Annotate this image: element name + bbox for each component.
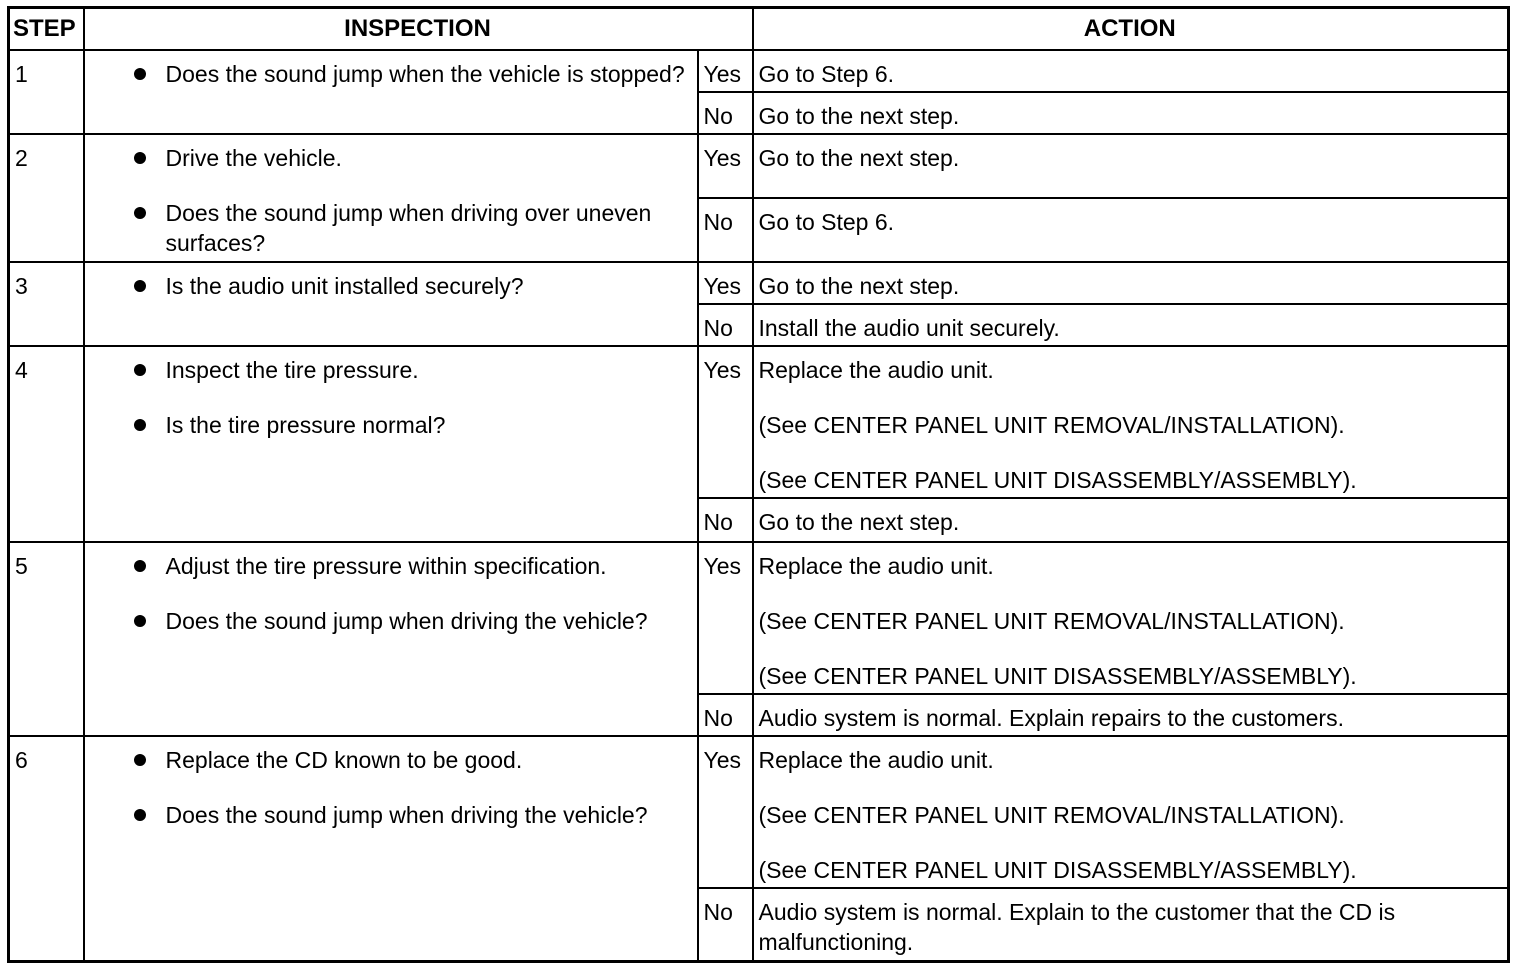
inspection-text: Does the sound jump when driving the vehicle? (165, 607, 648, 634)
inspection-cell (84, 134, 698, 262)
step-row-yes (9, 346, 1509, 498)
inspection-item (134, 410, 691, 440)
action-text: Go to Step 6. (758, 60, 895, 87)
inspection-item (134, 271, 691, 301)
no-label: No (698, 694, 753, 736)
yes-label: Yes (698, 346, 753, 498)
bullet-icon (134, 207, 146, 219)
inspection-item (134, 198, 691, 258)
inspection-cell (84, 262, 698, 346)
action-text: (See CENTER PANEL UNIT REMOVAL/INSTALLATION). (758, 801, 1345, 828)
no-action (753, 694, 1509, 736)
yes-action (753, 736, 1509, 888)
action-text: Audio system is normal. Explain repairs to the customers. (758, 704, 1344, 731)
no-action (753, 198, 1509, 262)
yes-action (753, 346, 1509, 498)
no-label: No (698, 198, 753, 262)
step-row-yes (9, 262, 1509, 304)
action-text: (See CENTER PANEL UNIT DISASSEMBLY/ASSEMBLY). (758, 662, 1357, 689)
bullet-icon (134, 280, 146, 292)
action-text: Go to the next step. (758, 144, 960, 171)
bullet-icon (134, 152, 146, 164)
no-label: No (698, 498, 753, 542)
inspection-text: Replace the CD known to be good. (165, 746, 523, 773)
step-row-yes (9, 736, 1509, 888)
inspection-text: Drive the vehicle. (165, 144, 342, 171)
yes-action (753, 134, 1509, 198)
no-label: No (698, 92, 753, 134)
no-action (753, 92, 1509, 134)
header-action: ACTION (753, 8, 1509, 50)
inspection-cell (84, 542, 698, 736)
inspection-list (134, 551, 691, 636)
inspection-list (134, 143, 691, 258)
yes-label: Yes (698, 542, 753, 694)
bullet-icon (134, 754, 146, 766)
inspection-list (134, 59, 691, 89)
yes-action (753, 262, 1509, 304)
bullet-icon (134, 615, 146, 627)
action-text: (See CENTER PANEL UNIT DISASSEMBLY/ASSEMBLY). (758, 856, 1357, 883)
no-label: No (698, 888, 753, 962)
inspection-cell (84, 346, 698, 542)
action-text: Go to the next step. (758, 508, 960, 535)
inspection-text: Adjust the tire pressure within specification. (165, 552, 607, 579)
step-number: 6 (9, 736, 84, 962)
inspection-text: Inspect the tire pressure. (165, 356, 419, 383)
inspection-item (134, 745, 691, 775)
action-text: (See CENTER PANEL UNIT REMOVAL/INSTALLATION). (758, 607, 1345, 634)
inspection-text: Is the audio unit installed securely? (165, 272, 524, 299)
diagnostic-table (7, 6, 1510, 963)
header-inspection: INSPECTION (84, 8, 753, 50)
action-text: Go to Step 6. (758, 208, 895, 235)
action-text: (See CENTER PANEL UNIT REMOVAL/INSTALLATION). (758, 411, 1345, 438)
yes-label: Yes (698, 262, 753, 304)
inspection-cell (84, 50, 698, 134)
action-text: Install the audio unit securely. (758, 314, 1060, 341)
inspection-text: Does the sound jump when driving over uneven surfaces? (165, 199, 652, 256)
inspection-item (134, 59, 691, 89)
no-action (753, 888, 1509, 962)
inspection-text: Does the sound jump when the vehicle is stopped? (165, 60, 685, 87)
yes-label: Yes (698, 50, 753, 92)
yes-action (753, 50, 1509, 92)
inspection-list (134, 271, 691, 301)
header-row (9, 8, 1509, 50)
inspection-cell (84, 736, 698, 962)
no-action (753, 498, 1509, 542)
no-label: No (698, 304, 753, 346)
action-text: Replace the audio unit. (758, 552, 994, 579)
inspection-list (134, 745, 691, 830)
no-action (753, 304, 1509, 346)
step-row-yes (9, 50, 1509, 92)
inspection-item (134, 800, 691, 830)
step-row-yes (9, 542, 1509, 694)
inspection-item (134, 551, 691, 581)
step-number: 5 (9, 542, 84, 736)
step-number: 4 (9, 346, 84, 542)
bullet-icon (134, 364, 146, 376)
step-row-yes (9, 134, 1509, 198)
action-text: (See CENTER PANEL UNIT DISASSEMBLY/ASSEMBLY). (758, 466, 1357, 493)
inspection-item (134, 355, 691, 385)
action-text: Replace the audio unit. (758, 746, 994, 773)
step-number: 3 (9, 262, 84, 346)
inspection-item (134, 143, 691, 173)
yes-action (753, 542, 1509, 694)
bullet-icon (134, 419, 146, 431)
yes-label: Yes (698, 134, 753, 198)
inspection-list (134, 355, 691, 440)
header-step: STEP (9, 8, 84, 50)
action-text: Go to the next step. (758, 102, 960, 129)
action-text: Go to the next step. (758, 272, 960, 299)
yes-label: Yes (698, 736, 753, 888)
inspection-text: Is the tire pressure normal? (165, 411, 446, 438)
bullet-icon (134, 809, 146, 821)
bullet-icon (134, 68, 146, 80)
inspection-item (134, 606, 691, 636)
step-number: 1 (9, 50, 84, 134)
step-number: 2 (9, 134, 84, 262)
inspection-text: Does the sound jump when driving the vehicle? (165, 801, 648, 828)
bullet-icon (134, 560, 146, 572)
action-text: Audio system is normal. Explain to the customer that the CD is malfunctioning. (758, 898, 1396, 955)
action-text: Replace the audio unit. (758, 356, 994, 383)
